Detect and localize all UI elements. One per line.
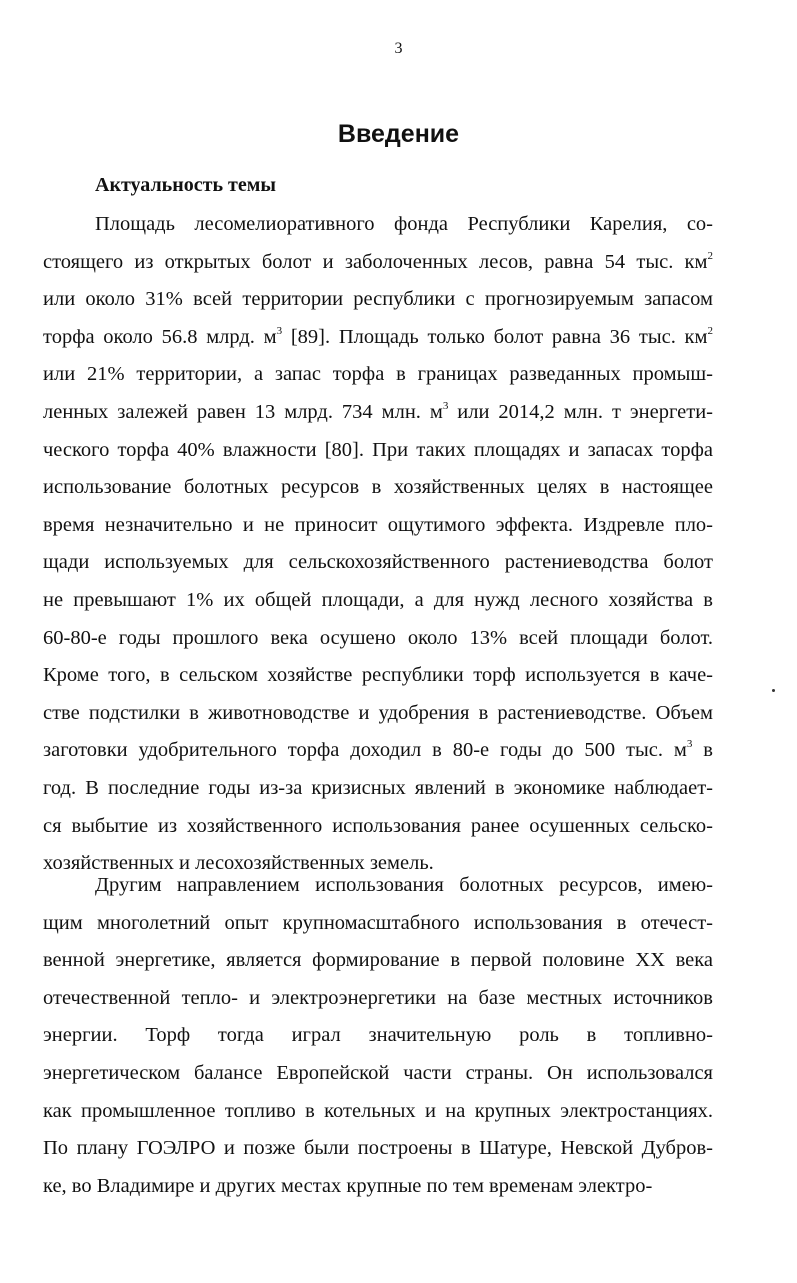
text-line [43,770,713,808]
line-text: щим многолетний опыт крупномасштабного использования в отечест- [43,911,713,934]
text-line [43,1017,713,1055]
line-text: заготовки удобрительного торфа доходил в 80-е годы до 500 тыс. м [43,739,687,762]
line-text: венной энергетике, является формирование в первой половине XX века [43,949,713,972]
line-text: год. В последние годы из-за кризисных явлений в экономике наблюдает- [43,776,713,799]
line-text: ся выбытие из хозяйственного использования ранее осушенных сельско- [43,814,713,837]
superscript: 3 [686,738,693,751]
line-text: ческого торфа 40% влажности [80]. При таких площадях и запасах торфа [43,438,713,461]
line-text: или 21% территории, а запас торфа в границах разведанных промыш- [43,363,713,386]
line-text: стве подстилки в животноводстве и удобрения в растениеводстве. Объем [43,701,713,724]
text-line [43,356,713,394]
text-line [43,657,713,695]
superscript: 2 [707,324,713,337]
text-line [43,469,713,507]
page-title: Введение [337,120,460,148]
line-text: ленных залежей равен 13 млрд. 734 млн. м [43,400,443,423]
line-text: торфа около 56.8 млрд. м [43,325,277,348]
text-line [43,620,713,658]
section-heading: Актуальность темы [95,174,276,196]
text-line [43,244,713,282]
text-line [43,394,713,432]
text-line [43,942,713,980]
line-text: или около 31% всей территории республики с прогнозируемым запасом [43,288,713,311]
text-line [43,808,713,846]
text-line [43,905,713,943]
superscript: 3 [442,400,449,413]
line-text: отечественной тепло- и электроэнергетики на базе местных источников [43,986,713,1009]
text-line [43,1168,713,1206]
page-number: 3 [394,40,403,57]
line-text: ке, во Владимире и других местах крупные по тем временам электро- [43,1174,653,1197]
text-line [43,544,713,582]
superscript: 2 [707,249,713,262]
margin-mark [772,689,775,692]
line-text: время незначительно и не приносит ощутимого эффекта. Издревле пло- [43,513,713,536]
line-text: или 2014,2 млн. т энергети- [448,400,713,423]
line-text: в [692,739,713,762]
line-text: Кроме того, в сельском хозяйстве республики торф используется в каче- [43,664,713,687]
text-line [43,281,713,319]
text-line [43,582,713,620]
line-text: щади используемых для сельскохозяйственного растениеводства болот [43,551,713,574]
paragraph-1 [43,206,713,883]
line-text: [89]. Площадь только болот равна 36 тыс. км [282,325,708,348]
text-line [43,867,713,905]
paragraph-2 [43,867,713,1205]
text-line [43,507,713,545]
line-text: не превышают 1% их общей площади, а для нужд лесного хозяйства в [43,588,713,611]
text-line [43,319,713,357]
superscript: 3 [276,324,283,337]
text-line [43,1093,713,1131]
line-text: Площадь лесомелиоративного фонда Республики Карелия, со- [95,213,713,235]
line-text: 60-80-е годы прошлого века осушено около 13% всей площади болот. [43,626,713,649]
text-line [43,732,713,770]
line-text: использование болотных ресурсов в хозяйственных целях в настоящее [43,476,713,499]
line-text: стоящего из открытых болот и заболоченных лесов, равна 54 тыс. км [43,250,708,273]
text-line [43,1055,713,1093]
line-text: По плану ГОЭЛРО и позже были построены в Шатуре, Невской Дубров- [43,1137,713,1160]
line-text: Другим направлением использования болотных ресурсов, имею- [95,874,713,896]
text-line [43,206,713,244]
line-text: как промышленное топливо в котельных и на крупных электростанциях. [43,1099,713,1122]
text-line [43,1130,713,1168]
text-line [43,980,713,1018]
text-line [43,695,713,733]
text-line [43,432,713,470]
line-text: энергии. Торф тогда играл значительную роль в топливно- [43,1024,713,1047]
line-text: энергетическом балансе Европейской части страны. Он использовался [43,1061,713,1084]
line-text: хозяйственных и лесохозяйственных земель. [43,852,434,875]
